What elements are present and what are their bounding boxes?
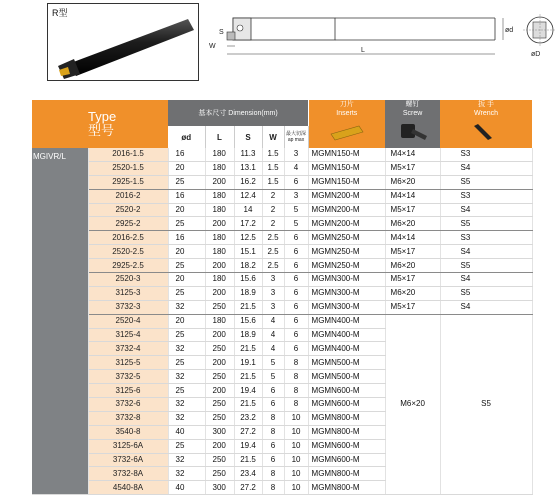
cell-insert: MGMN400-M xyxy=(308,328,385,342)
cell-W: 2.5 xyxy=(262,245,284,259)
cell-amax: 6 xyxy=(284,300,308,314)
cell-W: 2 xyxy=(262,203,284,217)
cell-insert: MGMN200-M xyxy=(308,203,385,217)
model-cell: 3732-3 xyxy=(88,300,168,314)
cell-L: 200 xyxy=(205,217,234,231)
cell-W: 2.5 xyxy=(262,231,284,245)
technical-drawing xyxy=(205,10,555,86)
model-cell: 3125-4 xyxy=(88,328,168,342)
cell-W: 6 xyxy=(262,398,284,412)
cell-amax: 6 xyxy=(284,342,308,356)
wrench-header xyxy=(440,100,532,148)
cell-S: 21.5 xyxy=(234,370,262,384)
cell-L: 250 xyxy=(205,300,234,314)
cell-insert: MGMN800-M xyxy=(308,425,385,439)
cell-L: 300 xyxy=(205,481,234,495)
cell-W: 2.5 xyxy=(262,259,284,273)
model-cell: 3125-6 xyxy=(88,384,168,398)
cell-screw: M6×20 xyxy=(385,259,440,273)
col-W: W xyxy=(262,126,284,148)
cell-W: 8 xyxy=(262,481,284,495)
model-cell: 3125-6A xyxy=(88,439,168,453)
cell-insert: MGMN600-M xyxy=(308,384,385,398)
cell-W: 6 xyxy=(262,384,284,398)
cell-wrench: S5 xyxy=(440,259,532,273)
cell-W: 3 xyxy=(262,273,284,287)
screw-header-en: Screw xyxy=(402,110,423,117)
cell-L: 200 xyxy=(205,439,234,453)
cell-d: 20 xyxy=(168,314,205,328)
cell-amax: 8 xyxy=(284,384,308,398)
cell-L: 200 xyxy=(205,356,234,370)
cell-wrench: S4 xyxy=(440,245,532,259)
cell-d: 20 xyxy=(168,273,205,287)
model-cell: 3732-6A xyxy=(88,453,168,467)
model-cell: 2016-2 xyxy=(88,189,168,203)
cell-S: 27.2 xyxy=(234,425,262,439)
model-cell: 3732-6 xyxy=(88,398,168,412)
model-cell: 3125-5 xyxy=(88,356,168,370)
cell-amax: 6 xyxy=(284,175,308,189)
cell-amax: 4 xyxy=(284,161,308,175)
cell-amax: 3 xyxy=(284,148,308,161)
cell-amax: 10 xyxy=(284,481,308,495)
cell-S: 23.4 xyxy=(234,467,262,481)
cell-L: 180 xyxy=(205,314,234,328)
cell-L: 250 xyxy=(205,342,234,356)
cell-d: 40 xyxy=(168,425,205,439)
cell-W: 1.5 xyxy=(262,161,284,175)
cell-amax: 10 xyxy=(284,453,308,467)
cell-insert: MGMN250-M xyxy=(308,245,385,259)
screw-icon xyxy=(393,120,433,144)
col-amax xyxy=(284,126,308,148)
cell-L: 250 xyxy=(205,398,234,412)
cell-screw: M6×20 xyxy=(385,175,440,189)
cell-S: 18.2 xyxy=(234,259,262,273)
cell-wrench-merged: S5 xyxy=(440,314,532,495)
cell-S: 17.2 xyxy=(234,217,262,231)
cell-L: 200 xyxy=(205,175,234,189)
cell-amax: 8 xyxy=(284,398,308,412)
cell-S: 21.5 xyxy=(234,453,262,467)
table-row xyxy=(32,231,532,245)
dim-label-D: øD xyxy=(531,51,541,58)
type-header-cn: 型号 xyxy=(88,123,115,138)
cell-L: 250 xyxy=(205,411,234,425)
cell-d: 32 xyxy=(168,398,205,412)
cell-d: 16 xyxy=(168,231,205,245)
cell-S: 11.3 xyxy=(234,148,262,161)
cell-S: 15.6 xyxy=(234,273,262,287)
cell-L: 200 xyxy=(205,259,234,273)
table-row xyxy=(32,148,532,161)
cell-S: 19.1 xyxy=(234,356,262,370)
cell-S: 15.6 xyxy=(234,314,262,328)
model-cell: 3732-8A xyxy=(88,467,168,481)
cell-W: 3 xyxy=(262,300,284,314)
table-row xyxy=(32,273,532,287)
cell-screw-merged: M6×20 xyxy=(385,314,440,495)
cell-S: 19.4 xyxy=(234,439,262,453)
cell-S: 19.4 xyxy=(234,384,262,398)
inserts-header-en: Inserts xyxy=(336,110,358,117)
type-header-en: Type xyxy=(88,109,117,124)
cell-L: 300 xyxy=(205,425,234,439)
cell-insert: MGMN300-M xyxy=(308,286,385,300)
cell-d: 32 xyxy=(168,467,205,481)
cell-amax: 6 xyxy=(284,286,308,300)
inserts-header-cn: 刀片 xyxy=(339,101,354,108)
cell-amax: 10 xyxy=(284,425,308,439)
cell-insert: MGMN300-M xyxy=(308,300,385,314)
cell-screw: M4×14 xyxy=(385,231,440,245)
col-d: ød xyxy=(168,126,205,148)
table-row xyxy=(32,175,532,189)
cell-W: 4 xyxy=(262,342,284,356)
cell-wrench: S3 xyxy=(440,189,532,203)
cell-L: 250 xyxy=(205,370,234,384)
cell-wrench: S5 xyxy=(440,217,532,231)
model-cell: 2520-2.5 xyxy=(88,245,168,259)
cell-S: 21.5 xyxy=(234,398,262,412)
cell-wrench: S4 xyxy=(440,300,532,314)
cell-d: 32 xyxy=(168,453,205,467)
model-cell: 3125-3 xyxy=(88,286,168,300)
cell-S: 12.5 xyxy=(234,231,262,245)
cell-W: 2 xyxy=(262,189,284,203)
cell-amax: 6 xyxy=(284,314,308,328)
cell-S: 18.9 xyxy=(234,328,262,342)
cell-screw: M6×20 xyxy=(385,286,440,300)
cell-W: 5 xyxy=(262,356,284,370)
cell-S: 16.2 xyxy=(234,175,262,189)
cell-amax: 6 xyxy=(284,273,308,287)
cell-insert: MGMN150-M xyxy=(308,175,385,189)
cell-amax: 8 xyxy=(284,356,308,370)
series-label: MGIVR/L xyxy=(32,148,88,495)
cell-d: 16 xyxy=(168,189,205,203)
cell-L: 200 xyxy=(205,328,234,342)
cell-amax: 5 xyxy=(284,203,308,217)
model-cell: 3732-5 xyxy=(88,370,168,384)
cell-screw: M6×20 xyxy=(385,217,440,231)
model-cell: 2925-2.5 xyxy=(88,259,168,273)
cell-S: 21.5 xyxy=(234,300,262,314)
cell-amax: 10 xyxy=(284,467,308,481)
cell-screw: M5×17 xyxy=(385,203,440,217)
cell-amax: 10 xyxy=(284,411,308,425)
table-row xyxy=(32,245,532,259)
cell-amax: 8 xyxy=(284,370,308,384)
wrench-header-en: Wrench xyxy=(474,110,499,117)
model-cell: 3540-8 xyxy=(88,425,168,439)
cell-W: 1.5 xyxy=(262,148,284,161)
table-row xyxy=(32,314,532,328)
cell-insert: MGMN200-M xyxy=(308,217,385,231)
cell-d: 16 xyxy=(168,148,205,161)
cell-insert: MGMN800-M xyxy=(308,467,385,481)
wrench-header-cn: 扳 手 xyxy=(478,101,495,108)
cell-W: 8 xyxy=(262,411,284,425)
insert-icon xyxy=(327,120,367,144)
model-cell: 2016-2.5 xyxy=(88,231,168,245)
cell-d: 20 xyxy=(168,245,205,259)
model-cell: 2520-2 xyxy=(88,203,168,217)
cell-d: 25 xyxy=(168,175,205,189)
cell-insert: MGMN150-M xyxy=(308,148,385,161)
cell-insert: MGMN500-M xyxy=(308,370,385,384)
cell-insert: MGMN250-M xyxy=(308,259,385,273)
col-amax-cn: 最大切深 xyxy=(286,131,307,137)
cell-insert: MGMN400-M xyxy=(308,314,385,328)
table-row xyxy=(32,259,532,273)
cell-L: 180 xyxy=(205,189,234,203)
cell-d: 25 xyxy=(168,439,205,453)
photo-label: R型 xyxy=(52,8,68,18)
cell-wrench: S4 xyxy=(440,203,532,217)
cell-d: 25 xyxy=(168,384,205,398)
cell-L: 250 xyxy=(205,467,234,481)
cell-insert: MGMN600-M xyxy=(308,398,385,412)
cell-amax: 3 xyxy=(284,189,308,203)
cell-d: 32 xyxy=(168,370,205,384)
cell-insert: MGMN200-M xyxy=(308,189,385,203)
screw-header xyxy=(385,100,440,148)
cell-amax: 6 xyxy=(284,231,308,245)
cell-screw: M4×14 xyxy=(385,189,440,203)
cell-S: 14 xyxy=(234,203,262,217)
cell-d: 32 xyxy=(168,342,205,356)
cell-screw: M5×17 xyxy=(385,273,440,287)
dim-label-S: S xyxy=(219,29,224,36)
table-row xyxy=(32,189,532,203)
cell-insert: MGMN250-M xyxy=(308,231,385,245)
cell-S: 12.4 xyxy=(234,189,262,203)
cell-amax: 6 xyxy=(284,245,308,259)
cell-wrench: S3 xyxy=(440,148,532,161)
cell-W: 5 xyxy=(262,370,284,384)
cell-L: 200 xyxy=(205,286,234,300)
table-row xyxy=(32,161,532,175)
cell-d: 25 xyxy=(168,286,205,300)
cell-L: 200 xyxy=(205,384,234,398)
product-photo xyxy=(47,3,199,81)
dim-label-W: W xyxy=(209,43,216,50)
cell-insert: MGMN800-M xyxy=(308,481,385,495)
cell-W: 8 xyxy=(262,425,284,439)
cell-d: 32 xyxy=(168,411,205,425)
cell-S: 13.1 xyxy=(234,161,262,175)
dim-label-L: L xyxy=(361,47,365,54)
model-cell: 2520-1.5 xyxy=(88,161,168,175)
cell-S: 15.1 xyxy=(234,245,262,259)
model-cell: 3732-4 xyxy=(88,342,168,356)
cell-S: 21.5 xyxy=(234,342,262,356)
cell-screw: M5×17 xyxy=(385,245,440,259)
cell-L: 180 xyxy=(205,273,234,287)
cell-W: 4 xyxy=(262,314,284,328)
table-row xyxy=(32,300,532,314)
model-cell: 2520-3 xyxy=(88,273,168,287)
cell-W: 6 xyxy=(262,439,284,453)
cell-L: 180 xyxy=(205,245,234,259)
cell-S: 18.9 xyxy=(234,286,262,300)
cell-L: 250 xyxy=(205,453,234,467)
cell-W: 2 xyxy=(262,217,284,231)
table-row xyxy=(32,217,532,231)
table-row xyxy=(32,286,532,300)
type-header xyxy=(32,100,168,148)
col-S: S xyxy=(234,126,262,148)
cell-W: 3 xyxy=(262,286,284,300)
cell-wrench: S5 xyxy=(440,286,532,300)
cell-amax: 6 xyxy=(284,328,308,342)
wrench-icon xyxy=(466,120,506,144)
cell-insert: MGMN150-M xyxy=(308,161,385,175)
cell-d: 20 xyxy=(168,203,205,217)
cell-screw: M4×14 xyxy=(385,148,440,161)
cell-amax: 6 xyxy=(284,259,308,273)
dim-label-d: ød xyxy=(505,27,514,34)
cell-insert: MGMN500-M xyxy=(308,356,385,370)
cell-S: 23.2 xyxy=(234,411,262,425)
cell-L: 180 xyxy=(205,231,234,245)
model-cell: 2520-4 xyxy=(88,314,168,328)
cell-d: 20 xyxy=(168,161,205,175)
inserts-header xyxy=(308,100,385,148)
cell-screw: M5×17 xyxy=(385,161,440,175)
boring-bar-image xyxy=(48,4,198,80)
cell-d: 40 xyxy=(168,481,205,495)
table-body xyxy=(32,148,532,495)
cell-L: 180 xyxy=(205,161,234,175)
cell-wrench: S5 xyxy=(440,175,532,189)
cell-d: 32 xyxy=(168,300,205,314)
cell-d: 25 xyxy=(168,217,205,231)
cell-insert: MGMN600-M xyxy=(308,439,385,453)
cell-W: 8 xyxy=(262,467,284,481)
cell-amax: 10 xyxy=(284,439,308,453)
cell-insert: MGMN800-M xyxy=(308,411,385,425)
cell-wrench: S4 xyxy=(440,273,532,287)
cell-amax: 5 xyxy=(284,217,308,231)
cell-W: 4 xyxy=(262,328,284,342)
model-cell: 2925-1.5 xyxy=(88,175,168,189)
model-cell: 4540-8A xyxy=(88,481,168,495)
col-L: L xyxy=(205,126,234,148)
model-cell: 3732-8 xyxy=(88,411,168,425)
cell-d: 25 xyxy=(168,356,205,370)
screw-header-cn: 螺钉 xyxy=(405,101,420,108)
cell-insert: MGMN400-M xyxy=(308,342,385,356)
cell-wrench: S4 xyxy=(440,161,532,175)
table-row xyxy=(32,203,532,217)
cell-W: 6 xyxy=(262,453,284,467)
cell-d: 25 xyxy=(168,259,205,273)
cell-S: 27.2 xyxy=(234,481,262,495)
cell-insert: MGMN600-M xyxy=(308,453,385,467)
spec-table xyxy=(32,100,533,495)
cell-L: 180 xyxy=(205,148,234,161)
cell-screw: M5×17 xyxy=(385,300,440,314)
cell-L: 180 xyxy=(205,203,234,217)
col-amax-en: ap max xyxy=(287,137,305,143)
cell-wrench: S3 xyxy=(440,231,532,245)
cell-insert: MGMN300-M xyxy=(308,273,385,287)
cell-W: 1.5 xyxy=(262,175,284,189)
dimension-header: 基本尺寸 Dimension(mm) xyxy=(168,100,308,126)
model-cell: 2016-1.5 xyxy=(88,148,168,161)
model-cell: 2925-2 xyxy=(88,217,168,231)
cell-d: 25 xyxy=(168,328,205,342)
